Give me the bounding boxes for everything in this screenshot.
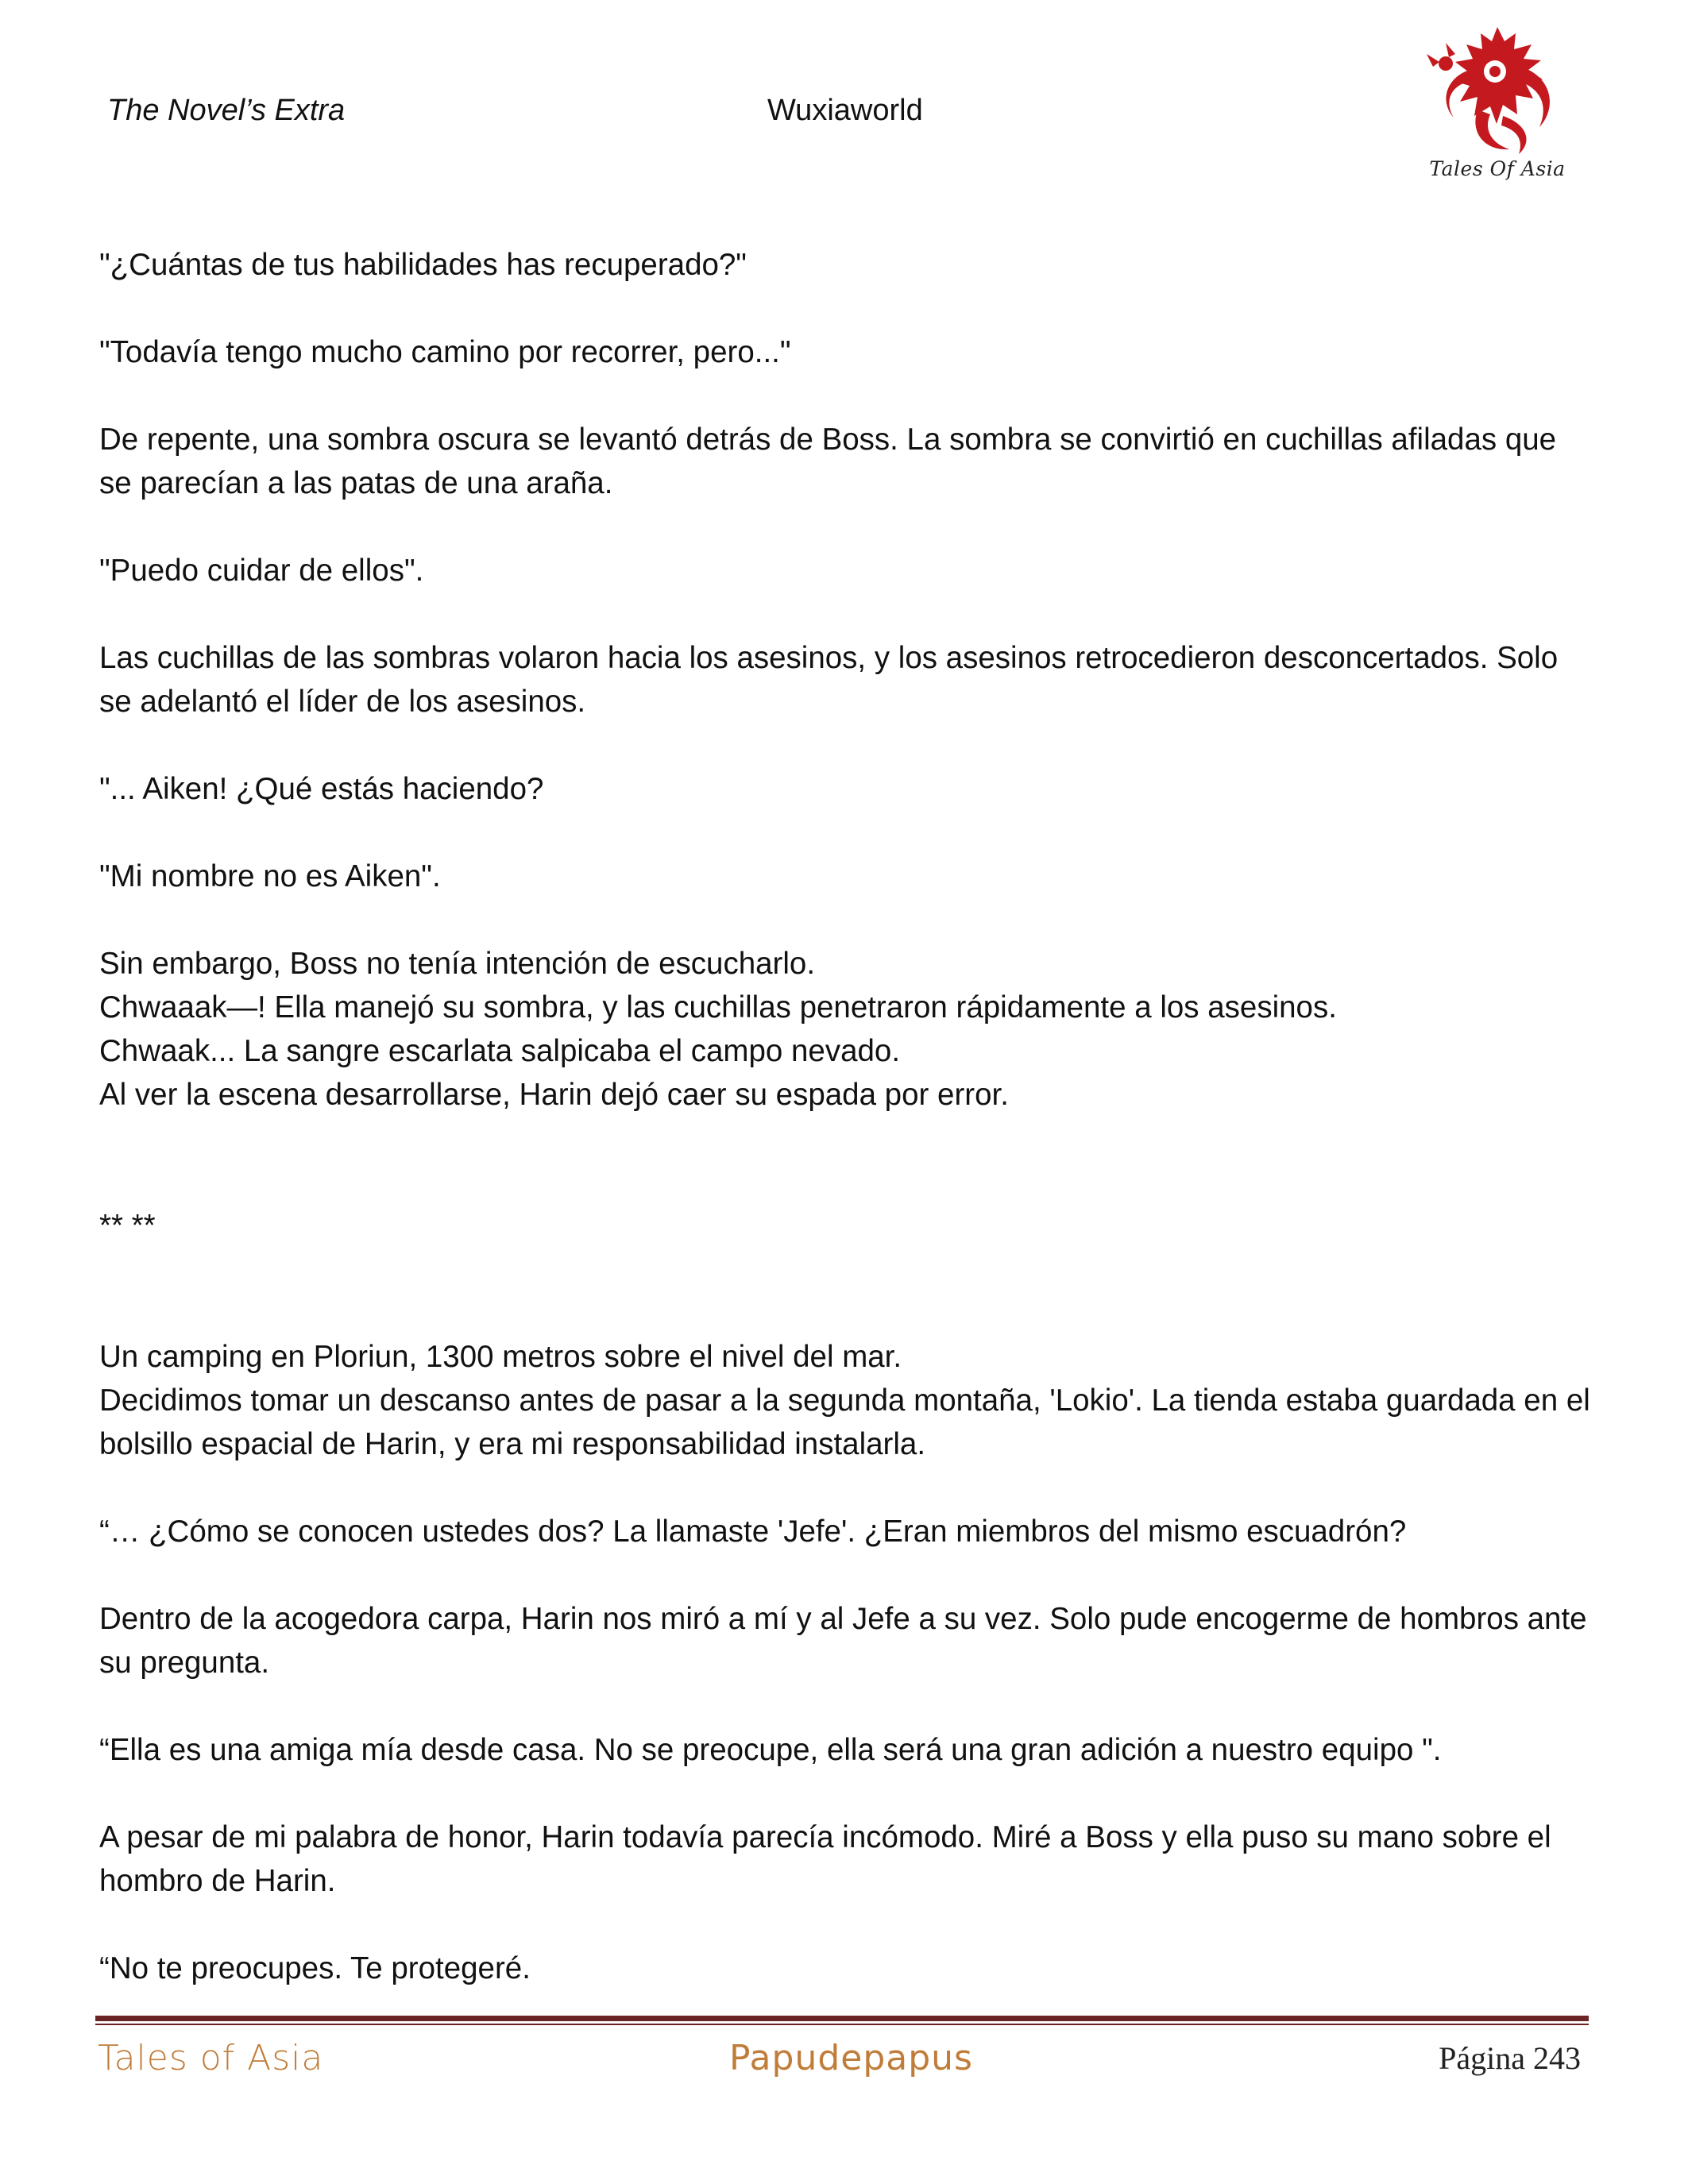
page-header bbox=[0, 0, 1688, 206]
paragraph: Al ver la escena desarrollarse, Harin dejó caer su espada por error. bbox=[99, 1078, 1009, 1112]
chapter-text bbox=[99, 243, 1593, 1990]
scene-separator: ** ** bbox=[99, 1209, 156, 1243]
logo-text: Tales Of Asia bbox=[1429, 157, 1566, 180]
page-number: Página 243 bbox=[1439, 2040, 1581, 2076]
paragraph: De repente, una sombra oscura se levantó detrás de Boss. La sombra se convirtió en cuchillas afiladas que se parecían a las patas de una araña. bbox=[99, 423, 1557, 500]
novel-title: The Novel’s Extra bbox=[107, 94, 346, 127]
footer-divider bbox=[95, 2016, 1589, 2027]
paragraph: "Puedo cuidar de ellos". bbox=[99, 554, 424, 588]
publisher-name: Wuxiaworld bbox=[767, 94, 923, 127]
footer-site-name: Tales of Asia bbox=[98, 2038, 324, 2078]
paragraph: Chwaaak—! Ella manejó su sombra, y las cuchillas penetraron rápidamente a los asesinos. bbox=[99, 990, 1337, 1024]
paragraph: "¿Cuántas de tus habilidades has recuperado?" bbox=[99, 248, 747, 282]
paragraph: Chwaak... La sangre escarlata salpicaba el campo nevado. bbox=[99, 1034, 901, 1068]
paragraph: “Ella es una amiga mía desde casa. No se preocupe, ella será una gran adición a nuestro equipo ". bbox=[99, 1733, 1442, 1767]
paragraph: "... Aiken! ¿Qué estás haciendo? bbox=[99, 772, 544, 806]
paragraph: Un camping en Ploriun, 1300 metros sobre el nivel del mar. bbox=[99, 1340, 902, 1374]
paragraph: Las cuchillas de las sombras volaron hacia los asesinos, y los asesinos retrocedieron desconcertados. Solo se adelantó el líder de los asesinos. bbox=[99, 641, 1559, 719]
paragraph: Decidimos tomar un descanso antes de pasar a la segunda montaña, 'Lokio'. La tienda estaba guardada en el bolsillo espacial de Harin, y era mi responsabilidad instalarla. bbox=[99, 1383, 1590, 1461]
tales-of-asia-logo bbox=[1422, 22, 1573, 189]
footer-translator: Papudepapus bbox=[729, 2038, 973, 2078]
paragraph: "Mi nombre no es Aiken". bbox=[99, 859, 441, 893]
paragraph: Dentro de la acogedora carpa, Harin nos miró a mí y al Jefe a su vez. Solo pude encogerme de hombros ante su pregunta. bbox=[99, 1602, 1587, 1680]
paragraph: A pesar de mi palabra de honor, Harin todavía parecía incómodo. Miré a Boss y ella puso su mano sobre el hombro de Harin. bbox=[99, 1820, 1551, 1898]
paragraph: Sin embargo, Boss no tenía intención de escucharlo. bbox=[99, 947, 816, 981]
paragraph: “… ¿Cómo se conocen ustedes dos? La llamaste 'Jefe'. ¿Eran miembros del mismo escuadrón? bbox=[99, 1515, 1407, 1549]
red-dragon-icon bbox=[1422, 22, 1573, 161]
paragraph: "Todavía tengo mucho camino por recorrer, pero..." bbox=[99, 335, 791, 369]
paragraph: “No te preocupes. Te protegeré. bbox=[99, 1951, 531, 1985]
